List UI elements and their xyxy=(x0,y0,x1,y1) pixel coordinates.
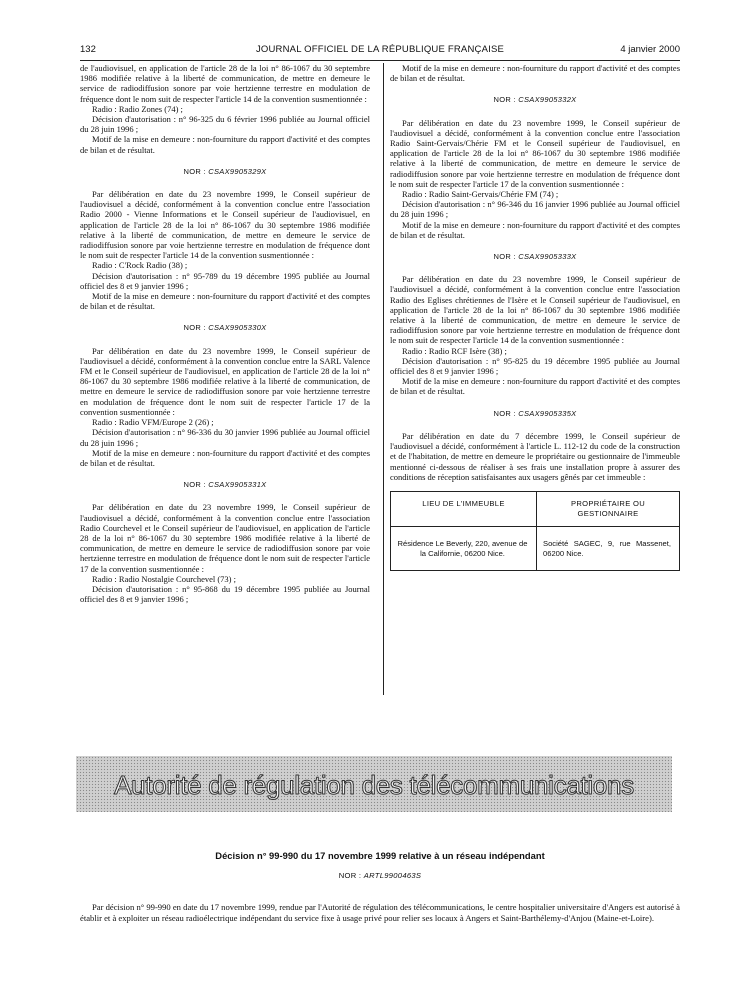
paragraph: de l'audiovisuel, en application de l'article 28 de la loi n° 86-1067 du 30 septembre 1986 modifiée relative à la liberté de communication, de mettre en demeure le service de radiodiffusion sonore par voie hertzienne terrestre en modulation de fréquence dont le nom suit de respecter l'article 14 de la convention susmentionnée : xyxy=(80,63,370,104)
decision-nor: NOR : ARTL9900463S xyxy=(338,871,422,880)
decision-line: Décision d'autorisation : n° 96-346 du 16 janvier 1996 publiée au Journal officiel du 28 juin 1996 ; xyxy=(390,199,680,220)
nor-reference: NOR : CSAX9905333X xyxy=(493,252,577,262)
decision-body: Par décision n° 99-990 en date du 17 novembre 1999, rendue par l'Autorité de régulation des télécommunications, le centre hospitalier universitaire d'Angers est autorisé à établir et à exploiter un réseau radioélectrique indépendant du service fixe à usage privé pour relier ses locaux à Angers et Saint-Barthélemy-d'Anjou (Maine-et-Loire). xyxy=(80,902,680,923)
column-divider xyxy=(383,63,384,695)
nor-reference: NOR : CSAX9905335X xyxy=(493,408,577,418)
radio-line: Radio : C'Rock Radio (38) ; xyxy=(92,260,188,271)
motif-line: Motif de la mise en demeure : non-fourniture du rapport d'activité et des comptes de bilan et de résultat. xyxy=(390,219,680,240)
page-header xyxy=(80,44,680,58)
header-rule xyxy=(80,60,680,61)
decision-line: Décision d'autorisation : n° 95-868 du 19 décembre 1995 publiée au Journal officiel des 8 et 9 janvier 1996 ; xyxy=(80,583,370,605)
decision-line: Décision d'autorisation : n° 95-789 du 19 décembre 1995 publiée au Journal officiel des 8 et 9 janvier 1996 ; xyxy=(80,270,370,291)
radio-line: Radio : Radio Saint-Gervais/Chérie FM (74) ; xyxy=(402,189,559,200)
section-title: Autorité de régulation des télécommunications xyxy=(114,770,634,800)
motif-line: Motif de la mise en demeure : non-fourniture du rapport d'activité et des comptes de bilan et de résultat. xyxy=(80,134,370,155)
paragraph: Par délibération en date du 23 novembre 1999, le Conseil supérieur de l'audiovisuel a décidé, conformément à la convention conclue entre l'association Radio Courchevel et le Conseil supérieur de l'audiovisuel, en application de l'article 28 de la loi n° 86-1067 du 30 septembre 1986 modifiée relative à la liberté de communication, de mettre en demeure le service de radiodiffusion sonore par voie hertzienne terrestre en modulation de fréquence dont le nom suit de respecter l'article 17 de la convention susmentionnée : xyxy=(80,502,370,574)
table-cell-owner: Société SAGEC, 9, rue Massenet, 06200 Nice. xyxy=(543,539,671,558)
page-number: 132 xyxy=(80,44,96,55)
decision-title: Décision n° 99-990 du 17 novembre 1999 relative à un réseau indépendant xyxy=(215,850,545,861)
paragraph: Par délibération en date du 23 novembre 1999, le Conseil supérieur de l'audiovisuel a décidé, conformément à la convention conclue entre l'association Radio 2000 - Vienne Informations et le Conseil supérieur de l'audiovisuel, en application de l'article 28 de la loi n° 86-1067 du 30 septembre 1986 modifiée relative à la liberté de communication, de mettre en demeure le service de radiodiffusion sonore par voie hertzienne terrestre en modulation de fréquence dont le nom suit de respecter l'article 14 de la convention susmentionnée : xyxy=(80,189,370,261)
motif-line: Motif de la mise en demeure : non-fourniture du rapport d'activité et des comptes de bilan et de résultat. xyxy=(390,63,680,84)
nor-reference: NOR : CSAX9905329X xyxy=(183,166,267,176)
left-column xyxy=(80,63,370,604)
radio-line: Radio : Radio Zones (74) ; xyxy=(92,103,183,114)
paragraph: Par délibération en date du 7 décembre 1999, le Conseil supérieur de l'audiovisuel a décidé, conformément à l'article L. 112-12 du code de la construction et de l'habitation, de mettre en demeure le propriétaire ou gestionnaire de l'immeuble mentionné ci-dessous de réaliser à ses frais une installation propre à assurer des conditions de réception satisfaisantes aux usagers gênés par cet immeuble : xyxy=(390,430,680,482)
section-banner xyxy=(76,756,672,812)
table-header-owner: PROPRIÉTAIRE OU GESTIONNAIRE xyxy=(537,492,679,527)
publication-date: 4 janvier 2000 xyxy=(620,44,680,55)
motif-line: Motif de la mise en demeure : non-fourniture du rapport d'activité et des comptes de bilan et de résultat. xyxy=(80,447,370,468)
paragraph: Par délibération en date du 23 novembre 1999, le Conseil supérieur de l'audiovisuel a décidé, conformément à la convention conclue entre l'association Radio Saint-Gervais/Chérie FM et le Conseil supérieur de l'audiovisuel, en application de l'article 28 de la loi n° 86-1067 du 30 septembre 1986 modifiée relative à la liberté de communication, de mettre en demeure le service de radiodiffusion sonore par voie hertzienne terrestre en modulation de fréquence dont le nom suit de respecter l'article 17 de la convention susmentionnée : xyxy=(390,117,680,189)
building-table xyxy=(390,491,680,571)
nor-reference: NOR : CSAX9905330X xyxy=(183,323,267,333)
radio-line: Radio : Radio Nostalgie Courchevel (73) ; xyxy=(92,573,236,584)
paragraph: Par délibération en date du 23 novembre 1999, le Conseil supérieur de l'audiovisuel a décidé, conformément à la convention conclue entre la SARL Valence FM et le Conseil supérieur de l'audiovisuel, en application de l'article 28 de la loi n° 86-1067 du 30 septembre 1986 modifiée relative à la liberté de communication, de mettre en demeure le service de radiodiffusion sonore par voie hertzienne terrestre en modulation de fréquence dont le nom suit de respecter l'article 17 de la convention susmentionnée : xyxy=(80,345,370,417)
table-header-location: LIEU DE L'IMMEUBLE xyxy=(391,492,537,527)
nor-reference: NOR : CSAX9905331X xyxy=(183,480,267,490)
journal-title: JOURNAL OFFICIEL DE LA RÉPUBLIQUE FRANÇAISE xyxy=(255,44,505,55)
decision-line: Décision d'autorisation : n° 96-336 du 30 janvier 1996 publiée au Journal officiel du 28 juin 1996 ; xyxy=(80,427,370,448)
decision-line: Décision d'autorisation : n° 95-825 du 19 décembre 1995 publiée au Journal officiel des 8 et 9 janvier 1996 ; xyxy=(390,355,680,377)
radio-line: Radio : Radio VFM/Europe 2 (26) ; xyxy=(92,417,214,428)
right-column xyxy=(390,63,680,571)
decision-line: Décision d'autorisation : n° 96-325 du 6 février 1996 publiée au Journal officiel du 28 juin 1996 ; xyxy=(80,114,370,135)
motif-line: Motif de la mise en demeure : non-fourniture du rapport d'activité et des comptes de bilan et de résultat. xyxy=(80,291,370,312)
radio-line: Radio : Radio RCF Isère (38) ; xyxy=(402,345,507,356)
paragraph: Par délibération en date du 23 novembre 1999, le Conseil supérieur de l'audiovisuel a décidé, conformément à la convention conclue entre l'association Radio des Eglises chrétiennes de l'Isère et le Conseil supérieur de l'audiovisuel, en application de l'article 28 de la loi n° 86-1067 du 30 septembre 1986 modifiée relative à la liberté de communication, de mettre en demeure le service de radiodiffusion sonore par voie hertzienne terrestre en modulation de fréquence dont le nom suit de respecter l'article 14 de la convention susmentionnée : xyxy=(390,274,680,346)
motif-line: Motif de la mise en demeure : non-fourniture du rapport d'activité et des comptes de bilan et de résultat. xyxy=(390,376,680,397)
table-cell-location: Résidence Le Beverly, 220, avenue de la Californie, 06200 Nice. xyxy=(391,527,537,570)
nor-reference: NOR : CSAX9905332X xyxy=(493,95,577,105)
